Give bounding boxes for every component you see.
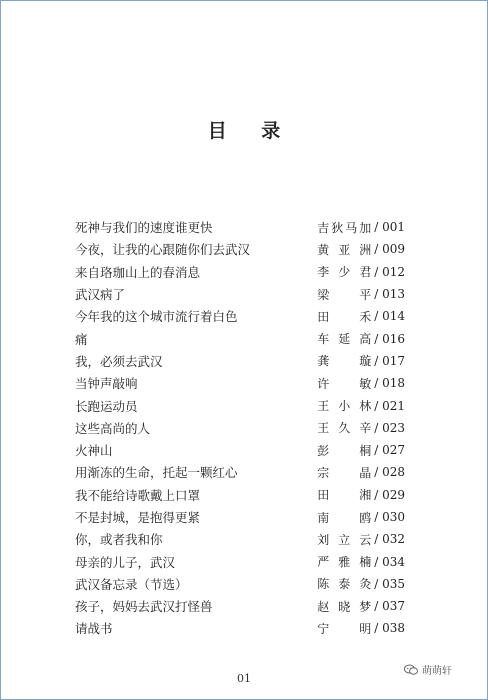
watermark [404, 662, 452, 677]
entry-page: / 037 [374, 599, 405, 614]
entry-page: / 030 [374, 510, 405, 524]
toc-entry[interactable] [75, 461, 405, 483]
entry-page: / 023 [374, 420, 405, 435]
entry-title: 武汉病了 [75, 287, 126, 303]
entry-title: 死神与我们的速度谁更快 [75, 220, 213, 236]
entry-author: 龚 璇 [317, 354, 372, 369]
toc-entry[interactable] [75, 528, 405, 550]
entry-author: 许 敏 [317, 376, 372, 391]
entry-page: / 016 [374, 331, 405, 346]
toc-entry[interactable] [75, 573, 405, 595]
entry-page: / 012 [374, 264, 405, 279]
entry-author: 刘立云 [317, 532, 372, 547]
entry-page: / 009 [374, 242, 405, 257]
toc-entry[interactable] [75, 372, 405, 394]
entry-page: / 021 [374, 398, 405, 413]
entry-author: 宁 明 [317, 621, 372, 636]
watermark-text: 萌萌轩 [422, 666, 452, 677]
toc-entry[interactable] [75, 216, 405, 238]
entry-title: 火神山 [75, 443, 113, 459]
entry-author: 黄亚洲 [317, 242, 372, 257]
entry-author: 王小林 [317, 399, 372, 414]
entry-author: 田 禾 [317, 309, 372, 324]
entry-author: 陈泰灸 [317, 577, 372, 592]
toc-entry[interactable] [75, 617, 405, 639]
entry-page: / 001 [374, 220, 405, 235]
entry-page: / 017 [374, 353, 405, 368]
entry-page: / 034 [374, 554, 405, 569]
entry-page: / 027 [374, 443, 405, 458]
entry-title: 不是封城，是抱得更紧 [75, 510, 201, 525]
entry-page: / 013 [374, 287, 405, 302]
entry-author: 田 湘 [317, 488, 372, 503]
entry-author: 李少君 [317, 265, 372, 280]
page-number: 01 [237, 672, 251, 685]
toc-entry[interactable] [75, 550, 405, 572]
entry-page: / 035 [374, 576, 405, 591]
toc-entry[interactable] [75, 417, 405, 439]
entry-page: / 028 [374, 465, 405, 480]
entry-page: / 032 [374, 532, 405, 547]
entry-title: 武汉备忘录（节选） [75, 576, 188, 592]
chat-bubble-icon [404, 664, 418, 676]
toc-entry[interactable] [75, 283, 405, 305]
entry-title: 我，必须去武汉 [75, 353, 163, 369]
entry-title: 当钟声敲响 [75, 376, 138, 392]
toc-entry[interactable] [75, 484, 405, 506]
entry-author: 南 鸥 [317, 510, 372, 525]
entry-author: 吉狄马加 [317, 220, 372, 235]
entry-page: / 038 [374, 621, 405, 636]
entry-author: 彭 桐 [317, 443, 372, 458]
entry-title: 孩子，妈妈去武汉打怪兽 [75, 599, 213, 615]
entry-title: 痛 [75, 331, 88, 347]
toc-entry[interactable] [75, 595, 405, 617]
entry-page: / 014 [374, 309, 405, 324]
toc-entry[interactable] [75, 261, 405, 283]
entry-title: 长跑运动员 [75, 398, 138, 414]
entry-author: 严雅楠 [317, 555, 372, 570]
toc-entry[interactable] [75, 350, 405, 372]
entry-page: / 018 [374, 376, 405, 391]
entry-title: 请战书 [75, 621, 113, 637]
entry-title: 你，或者我和你 [75, 532, 163, 548]
entry-author: 赵晓梦 [317, 599, 372, 614]
toc-entry[interactable] [75, 238, 405, 260]
entry-author: 车延高 [317, 332, 372, 347]
entry-title: 用渐冻的生命，托起一颗红心 [75, 465, 238, 481]
toc-entry[interactable] [75, 327, 405, 349]
toc-entry[interactable] [75, 506, 405, 528]
entry-title: 这些高尚的人 [75, 420, 151, 436]
page-title: 目 录 [207, 120, 295, 142]
entry-title: 母亲的儿子，武汉 [75, 554, 176, 570]
entry-page: / 029 [374, 487, 405, 502]
entry-title: 来自珞珈山上的春消息 [75, 264, 201, 280]
toc-entry[interactable] [75, 394, 405, 416]
entry-author: 宗 晶 [317, 465, 372, 480]
entry-author: 王久辛 [317, 421, 372, 436]
entry-author: 梁 平 [317, 287, 372, 302]
toc-entry[interactable] [75, 305, 405, 327]
toc-entry[interactable] [75, 439, 405, 461]
entry-title: 我不能给诗歌戴上口罩 [75, 487, 201, 503]
entry-title: 今夜，让我的心跟随你们去武汉 [75, 242, 251, 258]
entry-title: 今年我的这个城市流行着白色 [75, 309, 238, 325]
toc-list [75, 216, 405, 640]
